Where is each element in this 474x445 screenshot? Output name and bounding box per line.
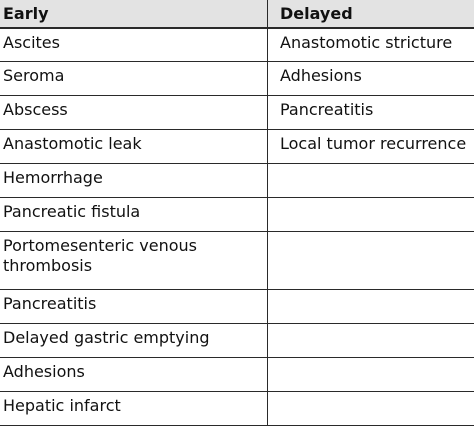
cell-delayed [268,358,474,392]
header-delayed: Delayed [268,0,474,28]
cell-delayed: Adhesions [268,62,474,96]
cell-early: Delayed gastric emptying [0,324,268,358]
cell-delayed [268,324,474,358]
table-row [0,96,474,130]
cell-early: Pancreatic fistula [0,198,268,232]
cell-early: Abscess [0,96,268,130]
table-row [0,290,474,324]
cell-early: Pancreatitis [0,290,268,324]
table-row [0,324,474,358]
table-row [0,392,474,426]
cell-delayed [268,290,474,324]
table-row [0,164,474,198]
cell-delayed [268,198,474,232]
cell-early: Ascites [0,28,268,62]
table-row [0,232,474,290]
cell-delayed: Pancreatitis [268,96,474,130]
cell-early [0,232,268,290]
cell-delayed [268,232,474,290]
cell-delayed [268,164,474,198]
cell-early-text: Portomesenteric venous thrombosis [3,236,197,275]
table-row [0,28,474,62]
cell-early: Anastomotic leak [0,130,268,164]
cell-early: Adhesions [0,358,268,392]
cell-delayed: Anastomotic stricture [268,28,474,62]
table-row [0,198,474,232]
cell-early: Seroma [0,62,268,96]
table-row [0,130,474,164]
cell-early: Hemorrhage [0,164,268,198]
table-header-row [0,0,474,28]
header-early: Early [0,0,268,28]
cell-delayed: Local tumor recurrence [268,130,474,164]
cell-delayed [268,392,474,426]
cell-early: Hepatic infarct [0,392,268,426]
table-row [0,358,474,392]
table-row [0,62,474,96]
